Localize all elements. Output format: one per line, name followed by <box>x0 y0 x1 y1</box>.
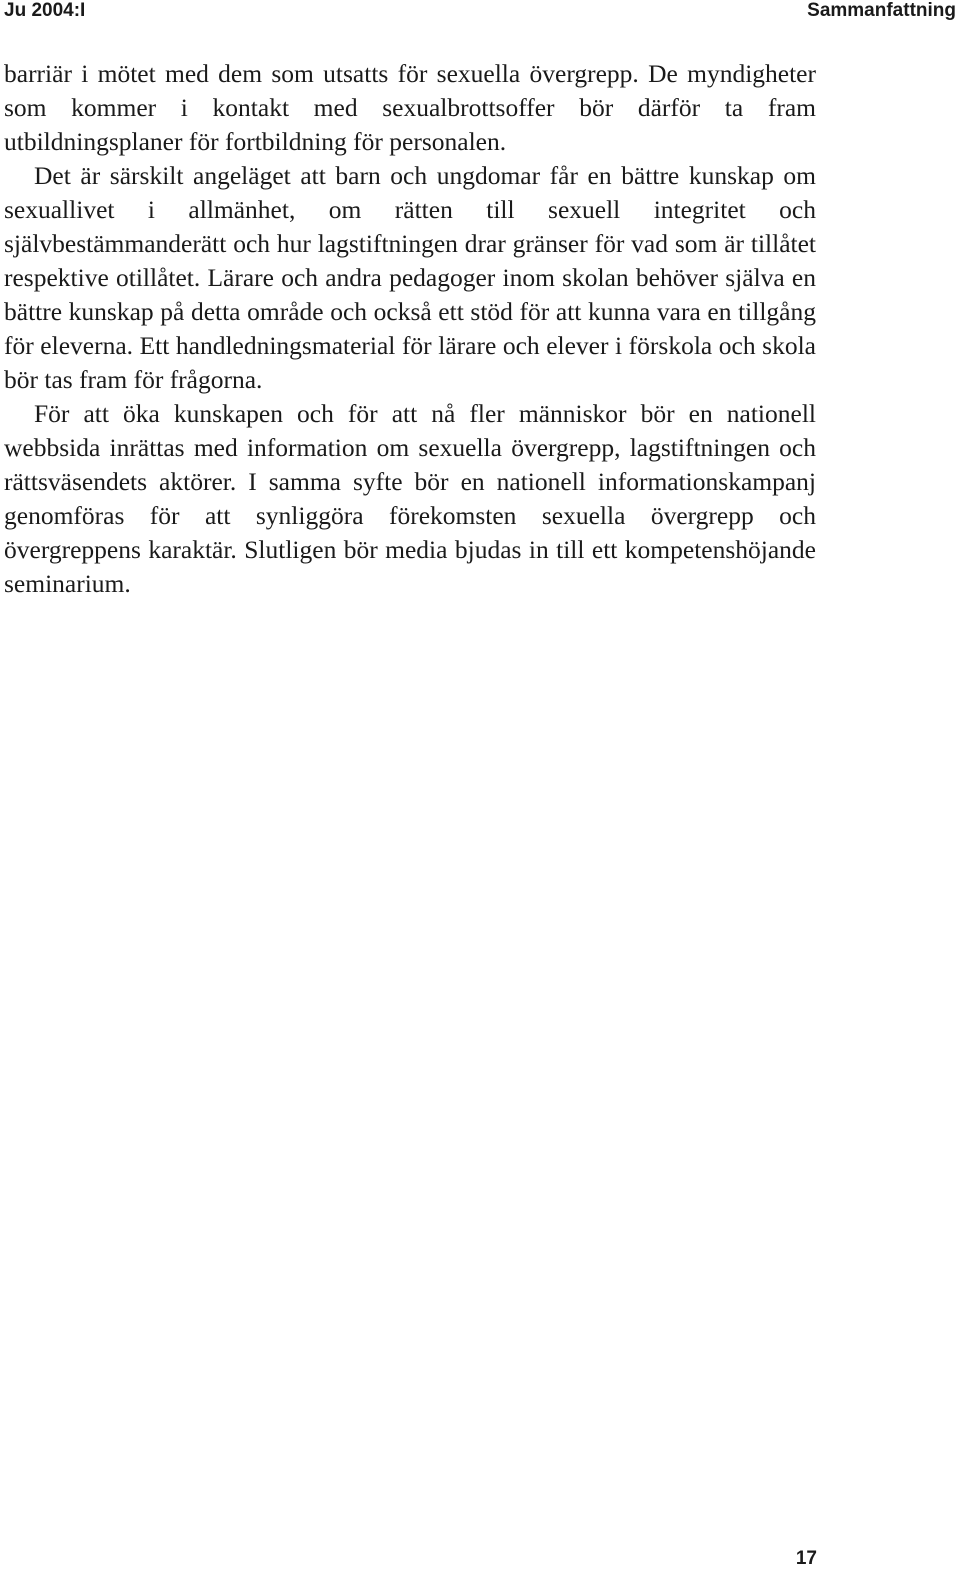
body-text <box>4 57 816 601</box>
section-title: Sammanfattning <box>807 0 956 21</box>
paragraph-2: Det är särskilt angeläget att barn och ungdomar får en bättre kunskap om sexuallivet i allmänhet, om rätten till sexuell integritet och självbestämmanderätt och hur lagstiftningen drar gränser för vad som är tillåtet respektive otillåtet. Lärare och andra pedagoger inom skolan behöver själva en bättre kunskap på detta område och också ett stöd för att kunna vara en tillgång för eleverna. Ett handledningsmaterial för lärare och elever i förskola och skola bör tas fram för frågorna. <box>4 161 816 394</box>
running-header <box>0 0 960 24</box>
paragraph-1: barriär i mötet med dem som utsatts för sexuella övergrepp. De myndigheter som kommer i kontakt med sexualbrottsoffer bör därför ta fram utbildningsplaner för fortbildning för personalen. <box>4 59 816 156</box>
document-id: Ju 2004:I <box>4 0 86 21</box>
page-number: 17 <box>795 1548 817 1569</box>
paragraph-3: För att öka kunskapen och för att nå fler människor bör en nationell webbsida inrättas med information om sexuella övergrepp, lagstiftningen och rättsväsendets aktörer. I samma syfte bör en nationell informationskampanj genomföras för att synliggöra förekomsten sexuella övergrepp och övergreppens karaktär. Slutligen bör media bjudas in till ett kompetenshöjande seminarium. <box>4 399 816 598</box>
